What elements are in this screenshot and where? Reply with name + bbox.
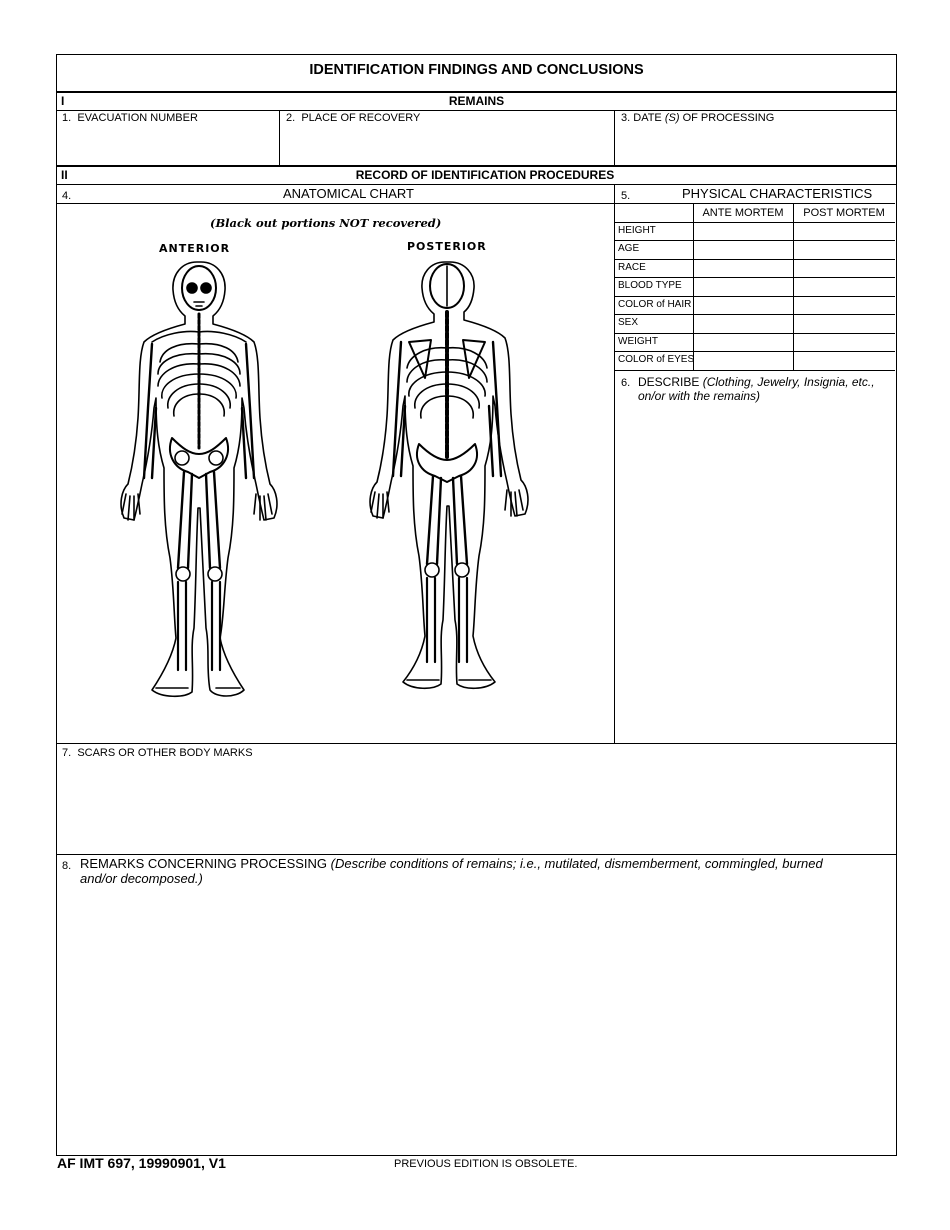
evacuation-number-num: 1. xyxy=(62,112,72,124)
edition-note: PREVIOUS EDITION IS OBSOLETE. xyxy=(394,1158,578,1170)
rule-chart-divider xyxy=(614,184,615,743)
rule-title-bottom xyxy=(56,91,897,93)
physical-row-rule xyxy=(615,333,895,334)
physical-title: PHYSICAL CHARACTERISTICS xyxy=(682,186,873,201)
physical-row-rule xyxy=(615,370,895,371)
anatomical-chart-instruction: (Black out portions NOT recovered) xyxy=(210,216,442,230)
remarks-label: REMARKS CONCERNING PROCESSING xyxy=(80,856,328,871)
post-mortem-input[interactable] xyxy=(797,335,891,349)
physical-col-divider-2 xyxy=(793,203,794,370)
anterior-skeleton-figure[interactable] xyxy=(112,258,282,708)
post-mortem-input[interactable] xyxy=(797,261,891,275)
remarks-num: 8. xyxy=(62,860,72,872)
physical-row-label: COLOR of HAIR xyxy=(618,298,692,310)
rule-remarks-top xyxy=(56,854,897,855)
rule-section2-bottom xyxy=(56,184,897,185)
date-of-processing-input[interactable] xyxy=(621,132,889,160)
remarks-hint-2: and/or decomposed.) xyxy=(80,871,203,886)
ante-mortem-input[interactable] xyxy=(697,279,789,293)
describe-label: DESCRIBE xyxy=(638,375,700,389)
physical-row-label: BLOOD TYPE xyxy=(618,280,682,291)
remarks-label-line1 xyxy=(80,856,823,871)
section-1-title: REMAINS xyxy=(448,94,505,108)
rule-remains-bottom xyxy=(56,110,897,111)
rule-scars-top xyxy=(56,743,897,744)
posterior-label: POSTERIOR xyxy=(407,240,487,253)
ante-mortem-input[interactable] xyxy=(697,242,789,256)
post-mortem-input[interactable] xyxy=(797,279,891,293)
post-mortem-input[interactable] xyxy=(797,316,891,330)
physical-row-rule xyxy=(615,259,895,260)
physical-col-divider-1 xyxy=(693,203,694,370)
rule-section1-bottom xyxy=(56,165,897,167)
ante-mortem-input[interactable] xyxy=(697,335,789,349)
date-of-processing-text-a: DATE xyxy=(633,112,662,124)
physical-row-rule xyxy=(615,240,895,241)
scars-input[interactable] xyxy=(62,766,888,848)
date-of-processing-label xyxy=(621,112,774,124)
rule-col-1-2 xyxy=(279,110,280,165)
ante-mortem-input[interactable] xyxy=(697,224,789,238)
physical-row-label: HEIGHT xyxy=(618,224,656,236)
posterior-skeleton-figure[interactable] xyxy=(355,258,535,698)
date-of-processing-num: 3. xyxy=(621,112,631,124)
ante-mortem-header: ANTE MORTEM xyxy=(702,207,784,219)
section-1-roman: I xyxy=(61,94,65,108)
date-of-processing-text-c: OF PROCESSING xyxy=(682,112,775,124)
physical-row-rule xyxy=(615,351,895,352)
physical-row-label: SEX xyxy=(618,317,639,328)
ante-mortem-input[interactable] xyxy=(697,316,789,330)
ante-mortem-input[interactable] xyxy=(697,261,789,275)
place-of-recovery-text: PLACE OF RECOVERY xyxy=(301,112,421,124)
section-2-roman: II xyxy=(61,168,68,182)
form-title: IDENTIFICATION FINDINGS AND CONCLUSIONS xyxy=(309,62,644,78)
place-of-recovery-input[interactable] xyxy=(286,132,608,160)
form-id: AF IMT 697, 19990901, V1 xyxy=(57,1155,226,1171)
scars-label xyxy=(62,747,253,759)
physical-row-rule xyxy=(615,296,895,297)
post-mortem-input[interactable] xyxy=(797,353,891,367)
post-mortem-header: POST MORTEM xyxy=(803,207,885,219)
ante-mortem-input[interactable] xyxy=(697,298,789,312)
rule-col-2-3 xyxy=(614,110,615,165)
physical-row-rule xyxy=(615,314,895,315)
physical-num: 5. xyxy=(621,190,631,202)
describe-hint-1: (Clothing, Jewelry, Insignia, etc., xyxy=(702,375,875,389)
remarks-input[interactable] xyxy=(62,892,888,1147)
section-2-title: RECORD OF IDENTIFICATION PROCEDURES xyxy=(355,168,615,182)
ante-mortem-input[interactable] xyxy=(697,353,789,367)
place-of-recovery-label xyxy=(286,112,420,124)
evacuation-number-label xyxy=(62,112,198,124)
describe-num: 6. xyxy=(621,377,631,389)
date-of-processing-text-b: (S) xyxy=(664,112,680,124)
rule-chart-header-bottom xyxy=(56,203,615,204)
remarks-hint-1: (Describe conditions of remains; i.e., mutilated, dismemberment, commingled, burned xyxy=(330,856,823,871)
describe-hint-2: on/or with the remains) xyxy=(638,389,761,403)
scars-text: SCARS OR OTHER BODY MARKS xyxy=(77,747,253,759)
describe-input[interactable] xyxy=(621,408,889,738)
physical-row-label: WEIGHT xyxy=(618,335,658,347)
anterior-label: ANTERIOR xyxy=(159,242,231,255)
evacuation-number-input[interactable] xyxy=(62,132,274,160)
physical-row-label: RACE xyxy=(618,261,646,273)
scars-num: 7. xyxy=(62,747,72,759)
anatomical-chart-num: 4. xyxy=(62,190,72,202)
place-of-recovery-num: 2. xyxy=(286,112,296,124)
physical-row-rule xyxy=(615,277,895,278)
post-mortem-input[interactable] xyxy=(797,242,891,256)
post-mortem-input[interactable] xyxy=(797,298,891,312)
post-mortem-input[interactable] xyxy=(797,224,891,238)
physical-row-label: COLOR of EYES xyxy=(618,354,695,365)
physical-row-label: AGE xyxy=(618,243,640,254)
anatomical-chart-title: ANATOMICAL CHART xyxy=(283,186,414,201)
evacuation-number-text: EVACUATION NUMBER xyxy=(77,112,198,124)
describe-label-line1 xyxy=(638,375,875,389)
